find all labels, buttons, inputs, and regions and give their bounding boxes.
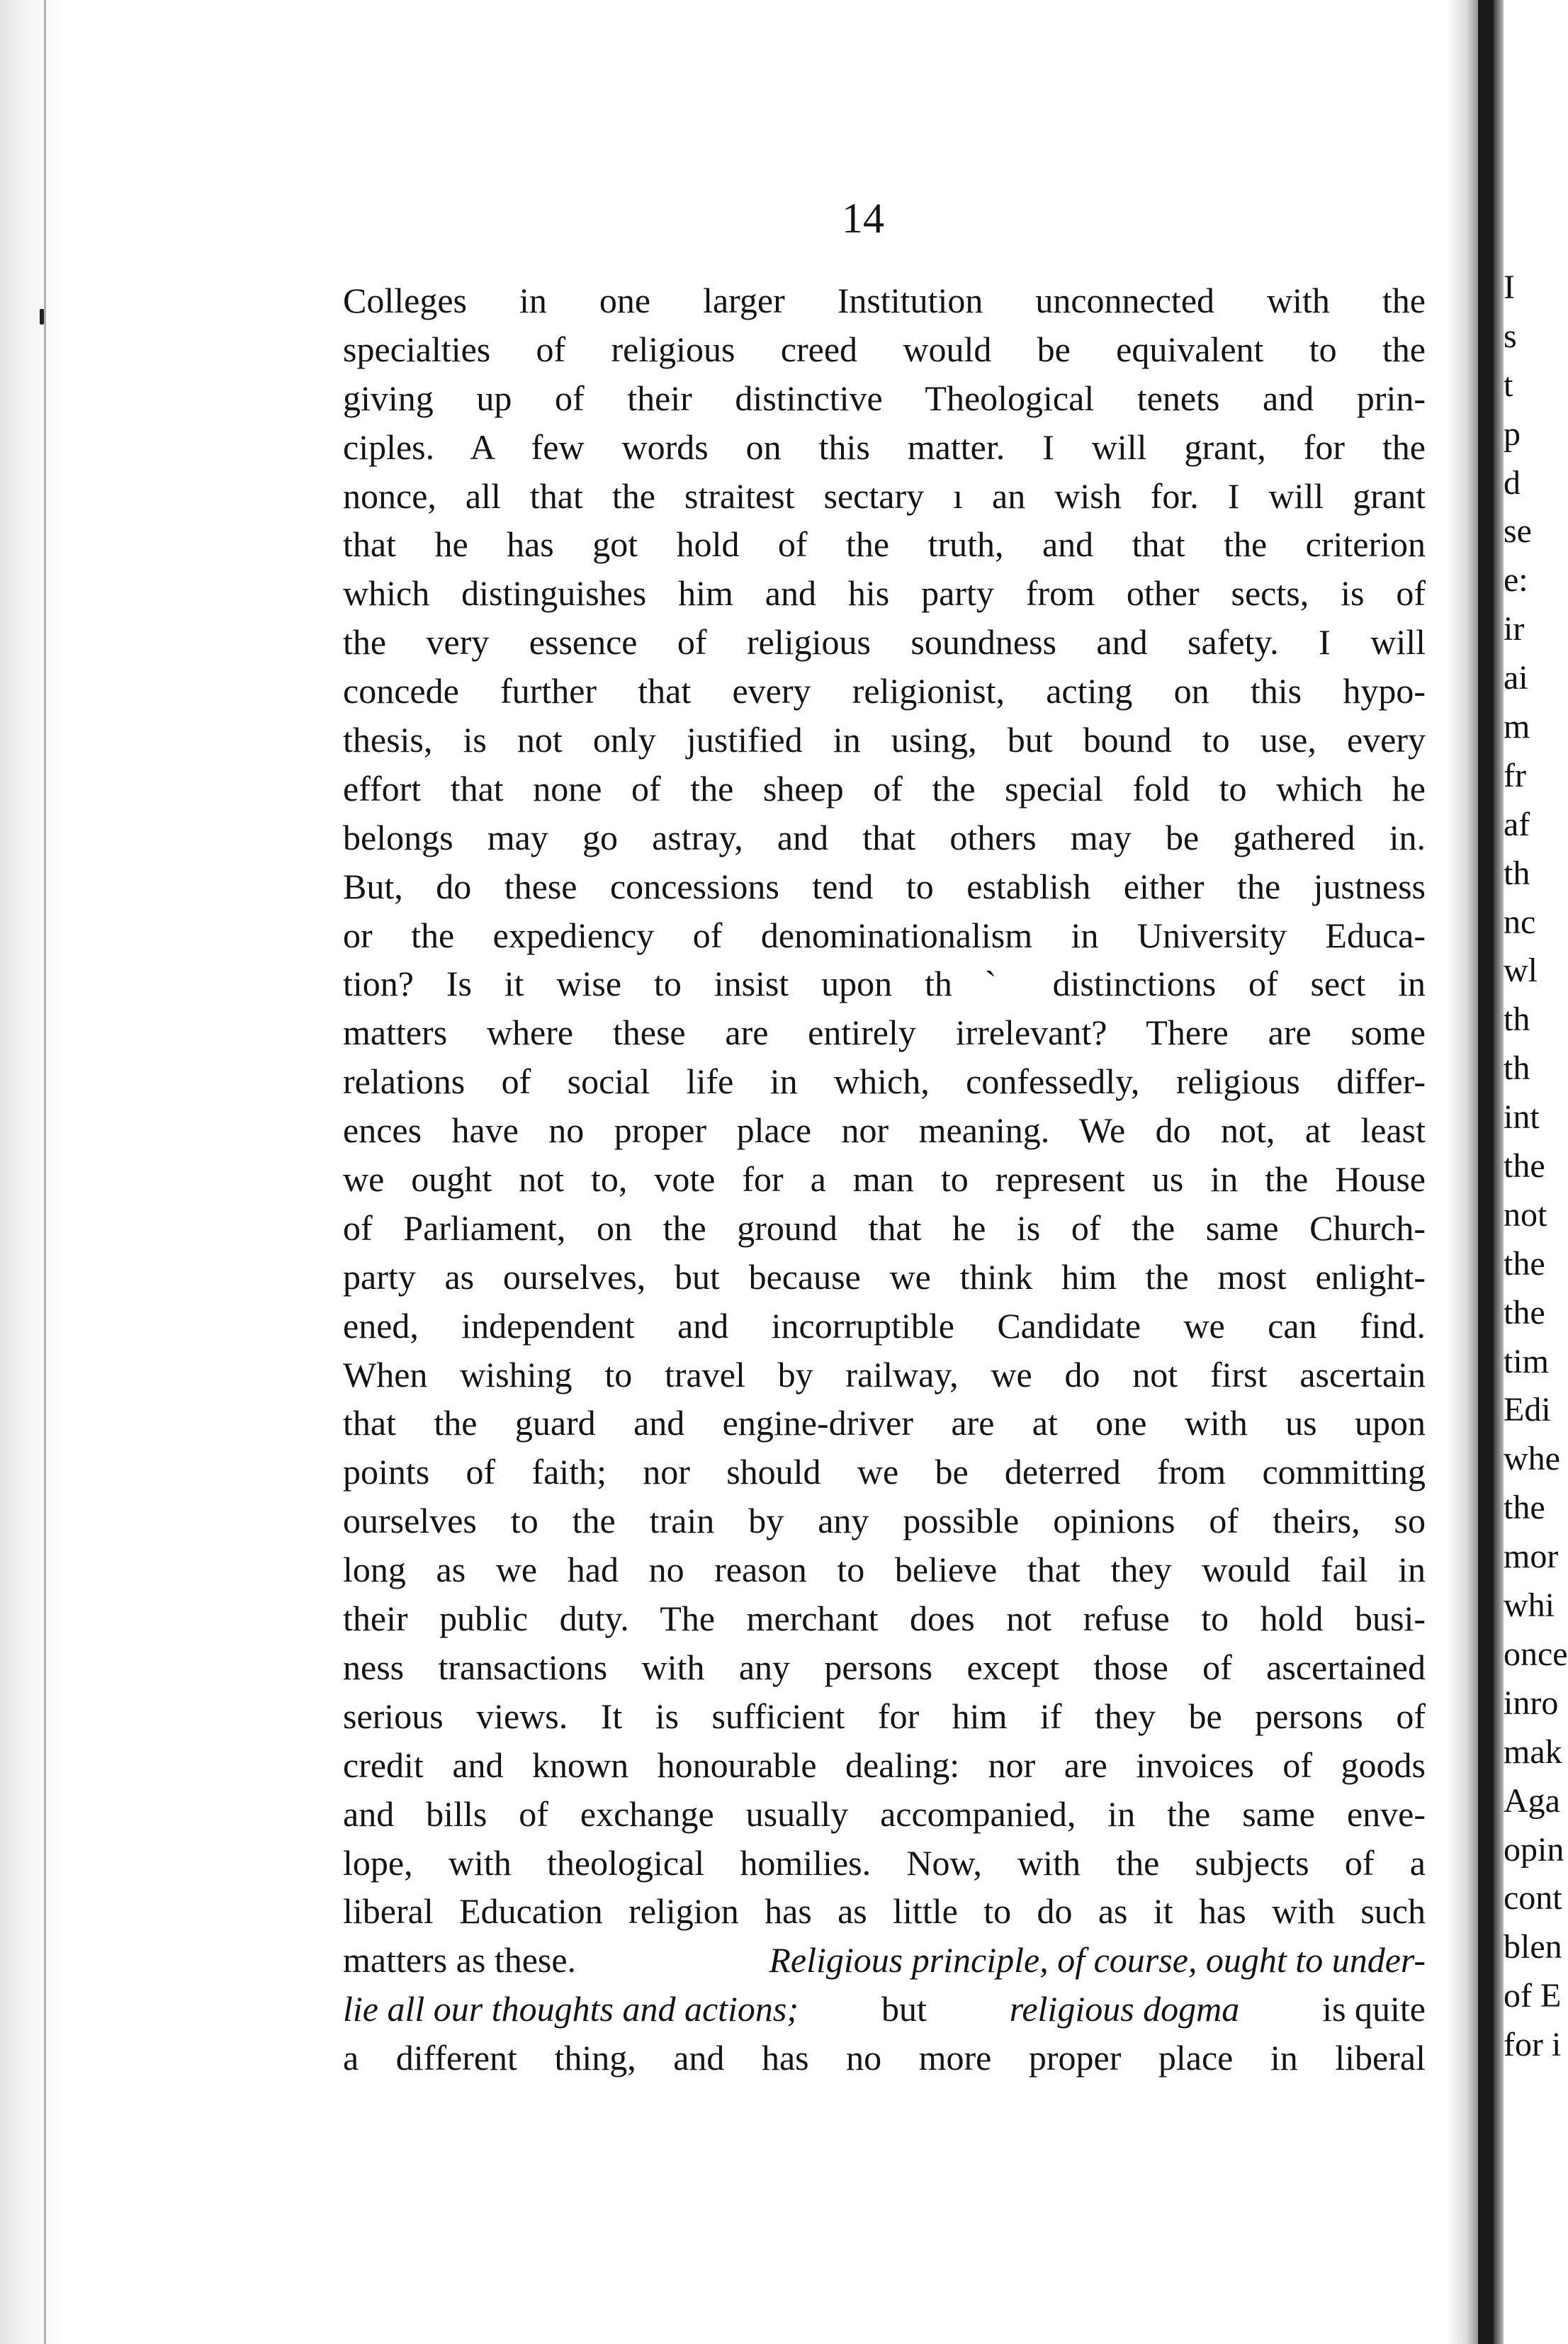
facing-fragment: s	[1504, 317, 1517, 355]
text-roman: but	[881, 1989, 927, 2029]
facing-fragment: once	[1504, 1635, 1568, 1673]
facing-fragment: d	[1504, 463, 1521, 502]
page-left-edge	[0, 0, 62, 2344]
text-line: belongs may go astray, and that others may be gathered in.	[343, 817, 1426, 857]
facing-fragment: nc	[1504, 903, 1536, 941]
text-line-mixed	[343, 1985, 1426, 2034]
facing-fragment: se	[1504, 512, 1532, 551]
text-line-mixed	[343, 1936, 1426, 1985]
facing-fragment: the	[1504, 1147, 1545, 1185]
facing-fragment: m	[1504, 708, 1530, 746]
facing-fragment: int	[1504, 1098, 1540, 1137]
text-roman: is quite	[1322, 1989, 1426, 2029]
text-line: ciples. A few words on this matter. I will grant, for the	[343, 427, 1426, 467]
stray-ink-mark	[40, 309, 44, 325]
text-line: liberal Education religion has as little to do as it has with such	[343, 1891, 1426, 1932]
text-line: When wishing to travel by railway, we do not first ascertain	[343, 1354, 1426, 1394]
gutter-highlight	[1494, 0, 1504, 2344]
facing-fragment: not	[1504, 1195, 1547, 1234]
facing-fragment: af	[1504, 805, 1530, 843]
facing-page-fragments	[1504, 264, 1568, 2106]
text-line: a different thing, and has no more proper place in liberal	[343, 2038, 1426, 2078]
text-line: that he has got hold of the truth, and that the criterion	[343, 524, 1426, 565]
text-italic: religious dogma	[1009, 1989, 1240, 2029]
facing-fragment: mor	[1504, 1538, 1559, 1576]
facing-fragment: fr	[1504, 756, 1526, 794]
page-left-rule	[44, 0, 46, 2344]
text-line: ences have no proper place nor meaning. We do not, at least	[343, 1110, 1426, 1151]
facing-fragment: p	[1504, 415, 1521, 453]
facing-fragment: Edi	[1504, 1391, 1551, 1429]
facing-fragment: th	[1504, 1001, 1530, 1039]
text-line: concede further that every religionist, acting on this hypo-	[343, 671, 1426, 711]
facing-fragment: t	[1504, 366, 1513, 404]
text-line: party as ourselves, but because we think him the most enlight-	[343, 1256, 1426, 1297]
facing-fragment: whe	[1504, 1440, 1560, 1478]
facing-fragment: wl	[1504, 952, 1538, 990]
text-line: and bills of exchange usually accompanied, in the same enve-	[343, 1793, 1426, 1834]
facing-fragment: mak	[1504, 1732, 1562, 1771]
facing-fragment: the	[1504, 1293, 1545, 1331]
facing-fragment: ir	[1504, 610, 1525, 648]
facing-fragment: cont	[1504, 1879, 1562, 1917]
facing-fragment: the	[1504, 1244, 1545, 1283]
text-italic: lie all our thoughts and actions;	[343, 1989, 799, 2029]
text-line: ourselves to the train by any possible opinions of theirs, so	[343, 1501, 1426, 1541]
text-roman: matters as these.	[343, 1940, 577, 1980]
text-line: the very essence of religious soundness and safety. I will	[343, 622, 1426, 663]
body-text	[343, 276, 1426, 2083]
text-line: specialties of religious creed would be equivalent to the	[343, 329, 1426, 369]
text-line: long as we had no reason to believe that they would fail in	[343, 1550, 1426, 1590]
text-line: But, do these concessions tend to establish either the justness	[343, 866, 1426, 906]
text-line: effort that none of the sheep of the special fold to which he	[343, 768, 1426, 808]
text-line: we ought not to, vote for a man to represent us in the House	[343, 1159, 1426, 1200]
facing-fragment: th	[1504, 854, 1530, 892]
page-number: 14	[842, 195, 884, 242]
text-line: that the guard and engine-driver are at one with us upon	[343, 1403, 1426, 1443]
text-line: thesis, is not only justified in using, but bound to use, every	[343, 720, 1426, 760]
text-line: giving up of their distinctive Theological tenets and prin-	[343, 378, 1426, 418]
text-line: nonce, all that the straitest sectary ı an wish for. I will grant	[343, 475, 1426, 516]
facing-fragment: opin	[1504, 1830, 1564, 1869]
facing-fragment: for i	[1504, 2026, 1562, 2064]
text-line: credit and known honourable dealing: nor are invoices of goods	[343, 1745, 1426, 1785]
facing-fragment: blen	[1504, 1928, 1562, 1966]
facing-fragment: I	[1504, 269, 1515, 306]
text-line: matters where these are entirely irrelevant? There are some	[343, 1013, 1426, 1053]
text-line: which distinguishes him and his party from other sects, is of	[343, 573, 1426, 614]
facing-fragment: e:	[1504, 561, 1528, 599]
facing-fragment: of E	[1504, 1977, 1562, 2015]
gutter-binding	[1478, 0, 1494, 2344]
text-line: serious views. It is sufficient for him if they be persons of	[343, 1696, 1426, 1736]
text-line: relations of social life in which, confessedly, religious differ-	[343, 1061, 1426, 1102]
facing-fragment: ai	[1504, 659, 1528, 697]
text-line: or the expediency of denominationalism in University Educa-	[343, 915, 1426, 955]
text-line: their public duty. The merchant does not refuse to hold busi-	[343, 1599, 1426, 1639]
facing-fragment: inro	[1504, 1684, 1559, 1722]
facing-fragment: th	[1504, 1049, 1530, 1088]
text-line: ness transactions with any persons except those of ascertained	[343, 1647, 1426, 1687]
text-line: lope, with theological homilies. Now, with the subjects of a	[343, 1842, 1426, 1883]
text-line: of Parliament, on the ground that he is of the same Church-	[343, 1207, 1426, 1248]
text-line: points of faith; nor should we be deterred from committing	[343, 1452, 1426, 1492]
facing-fragment: Aga	[1504, 1781, 1560, 1820]
text-line: tion? Is it wise to insist upon th ˋ distinctions of sect in	[343, 964, 1426, 1004]
facing-fragment: the	[1504, 1489, 1545, 1527]
facing-fragment: whi	[1504, 1587, 1555, 1625]
text-line: ened, independent and incorruptible Candidate we can find.	[343, 1305, 1426, 1346]
text-italic: Religious principle, of course, ought to under-	[769, 1940, 1426, 1980]
facing-fragment: tim	[1504, 1342, 1550, 1380]
text-line: Colleges in one larger Institution unconnected with the	[343, 281, 1426, 320]
